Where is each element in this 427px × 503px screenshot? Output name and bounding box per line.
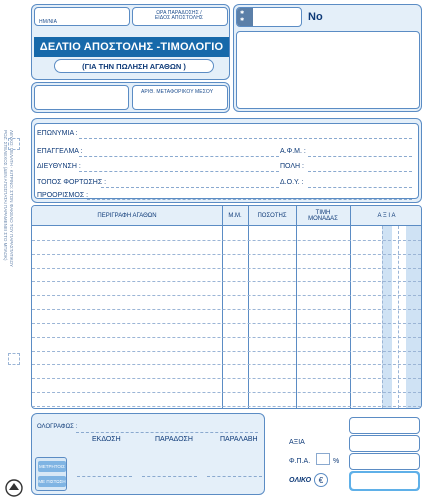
table-row[interactable] <box>32 309 421 310</box>
delivery-label: ΠΑΡΑΔΟΣΗ <box>155 436 193 443</box>
vehicle-number-label: ΑΡΙΘ. ΜΕΤΑΦΟΡΙΚΟΥ ΜΕΣΟΥ <box>141 89 214 95</box>
col-quantity: ΠΟΣΟΤΗΣ <box>257 213 287 219</box>
side-note-1: ΡΟΖ: ΣΤΕΛΕΧΟΣ (ΔΕΝ ΑΠΟΣΠΑΤΑΙ ΠΑΡΑΜΕΝΕΙ ΣΤΟ ΜΠΛΟΚ) <box>3 130 8 261</box>
title-bar <box>34 37 229 57</box>
value-label: ΑΞΙΑ <box>289 439 305 446</box>
col-unit: Μ.Μ. <box>228 213 242 219</box>
city-line[interactable] <box>308 171 412 172</box>
address-line[interactable] <box>79 171 279 172</box>
table-row[interactable] <box>32 268 421 269</box>
name-line[interactable] <box>79 138 412 139</box>
profession-line[interactable] <box>79 156 279 157</box>
col-value: Α Ξ Ι Α <box>377 213 396 219</box>
vehicle-number-box[interactable] <box>132 85 228 110</box>
document-subtitle: (ΓΙΑ ΤΗΝ ΠΩΛΗΣΗ ΑΓΑΘΩΝ ) <box>82 61 186 71</box>
loading-label: ΤΟΠΟΣ ΦΟΡΤΩΣΗΣ : <box>37 179 107 186</box>
star-icon: ✱ <box>240 10 245 16</box>
issuer-box[interactable] <box>236 31 420 109</box>
total-label: ΟΛΙΚΟ <box>289 477 312 484</box>
total-box-frame <box>349 471 420 491</box>
table-row[interactable] <box>32 240 421 241</box>
table-row[interactable] <box>32 351 421 352</box>
perforation-mark <box>8 353 20 365</box>
cash-option[interactable] <box>38 461 66 472</box>
doy-label: Δ.Ο.Υ. : <box>280 179 304 186</box>
table-row[interactable] <box>32 295 421 296</box>
in-words-label: ΟΛΟΓΡΑΦΩΣ : <box>37 424 78 430</box>
customer-panel <box>31 118 422 203</box>
loading-line[interactable] <box>101 187 279 188</box>
table-row[interactable] <box>32 323 421 324</box>
customer-box[interactable] <box>34 123 419 199</box>
delivery-time-box[interactable] <box>132 7 228 26</box>
receipt-label: ΠΑΡΑΛΑΒΗ <box>220 436 258 443</box>
col-description: ΠΕΡΙΓΡΑΦΗ ΑΓΑΘΩΝ <box>97 213 157 219</box>
number-panel <box>233 4 422 112</box>
afm-label: Α.Φ.Μ. : <box>280 148 306 155</box>
table-row[interactable] <box>32 378 421 379</box>
name-label: ΕΠΩΝΥΜΙΑ : <box>37 130 78 137</box>
destination-line[interactable] <box>87 199 412 200</box>
issue-label: ΕΚΔΟΣΗ <box>92 436 121 443</box>
in-words-line[interactable] <box>76 432 258 433</box>
issue-signature-line[interactable] <box>77 476 132 477</box>
col-unit-price: ΤΙΜΗ ΜΟΝΑΔΑΣ <box>308 210 338 222</box>
series-box[interactable] <box>236 7 302 27</box>
euro-icon <box>314 473 328 487</box>
side-note-2: ΛΕΥΚΟ: ΠΕΛΑΤΗ · ΚΙΤΡΙΝΟ: ΣΤΟΝ ΦΑΚΕΛΟ ΤΟΥ ΠΑΡΑΣΤΑΤΙΚΟΥ <box>9 130 14 267</box>
receipt-signature-line[interactable] <box>207 476 262 477</box>
value-box[interactable] <box>349 435 420 452</box>
table-header <box>32 206 421 226</box>
vehicle-extra-box[interactable] <box>34 85 129 110</box>
table-row[interactable] <box>32 392 421 393</box>
totals-area <box>267 413 422 495</box>
date-box[interactable] <box>34 7 130 26</box>
logo-icon <box>4 478 24 498</box>
series-marker <box>237 8 253 26</box>
vehicle-panel <box>31 82 230 113</box>
profession-label: ΕΠΑΓΓΕΛΜΑ : <box>37 148 83 155</box>
vat-box[interactable] <box>349 453 420 470</box>
footer-panel <box>31 413 265 495</box>
vat-rate-input[interactable] <box>316 453 330 465</box>
percent-symbol: % <box>333 458 340 465</box>
delivery-time-label: ΩΡΑ ΠΑΡΑΔΟΣΗΣ / ΕΙΔΟΣ ΑΠΟΣΤΟΛΗΣ <box>154 10 204 21</box>
document-title: ΔΕΛΤΙΟ ΑΠΟΣΤΟΛΗΣ -ΤΙΜΟΛΟΓΙΟ <box>39 41 224 53</box>
credit-label: ΜΕ ΠΙΣΤΩΣΗ <box>38 479 66 484</box>
table-row[interactable] <box>32 281 421 282</box>
afm-line[interactable] <box>308 156 412 157</box>
vat-label: Φ.Π.Α. <box>289 458 311 465</box>
currency-symbol: € <box>318 475 324 485</box>
total-box[interactable] <box>351 473 418 489</box>
date-label: ΗΜ/ΝΙΑ <box>39 19 58 25</box>
delivery-signature-line[interactable] <box>142 476 197 477</box>
perforation-mark <box>8 138 20 150</box>
table-row[interactable] <box>32 254 421 255</box>
doy-line[interactable] <box>308 187 412 188</box>
payment-box <box>35 457 67 491</box>
city-label: ΠΟΛΗ : <box>280 163 304 170</box>
goods-table <box>31 205 422 409</box>
table-row[interactable] <box>32 406 421 407</box>
header-panel <box>31 4 230 80</box>
number-label: No <box>308 11 323 23</box>
totals-top-box[interactable] <box>349 417 420 434</box>
cash-label: ΜΕΤΡΗΤΟΙΣ <box>39 464 65 469</box>
subtitle-pill <box>54 59 214 73</box>
credit-option[interactable] <box>38 476 66 487</box>
destination-label: ΠΡΟΟΡΙΣΜΟΣ : <box>37 192 89 199</box>
table-row[interactable] <box>32 364 421 365</box>
table-row[interactable] <box>32 337 421 338</box>
star-icon: ✱ <box>240 17 245 23</box>
address-label: ΔΙΕΥΘΥΝΣΗ : <box>37 163 81 170</box>
